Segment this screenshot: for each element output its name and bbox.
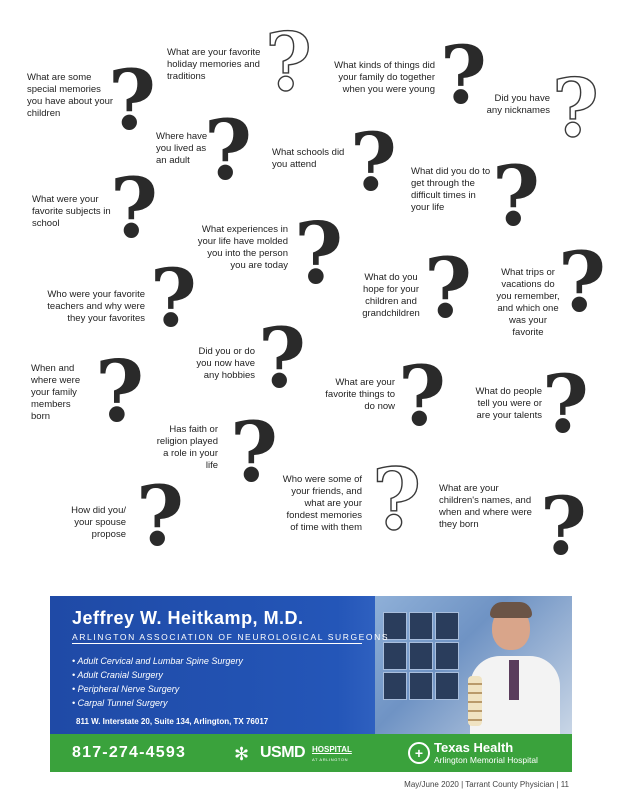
- question-text: Who were your favorite teachers and why were they your favorites: [47, 289, 145, 324]
- doctor-tie: [509, 660, 519, 700]
- scan-image: [435, 642, 459, 670]
- service-item: • Peripheral Nerve Surgery: [72, 682, 243, 696]
- divider: [72, 643, 362, 644]
- question-text: Has faith or religion played a role in your life: [156, 424, 218, 471]
- scan-image: [409, 672, 433, 700]
- question-mark-icon: ?: [110, 161, 159, 257]
- question-text: What schools did you attend: [272, 147, 345, 170]
- service-item: • Adult Cranial Surgery: [72, 668, 243, 682]
- spine-model: [468, 676, 482, 726]
- association-name: ARLINGTON ASSOCIATION OF NEUROLOGICAL SURGEONS: [72, 632, 390, 642]
- question-text: What were your favorite subjects in school: [32, 194, 111, 229]
- page-footer: May/June 2020 | Tarrant County Physician | 11: [404, 780, 569, 789]
- question-text: Did you or do you now have any hobbies: [196, 346, 255, 381]
- question-mark-icon: ?: [108, 53, 157, 149]
- question-mark-icon: ?: [424, 241, 473, 337]
- texas-health-logo: [408, 740, 568, 768]
- question-mark-icon: ?: [542, 357, 589, 451]
- doctor-name: Jeffrey W. Heitkamp, M.D.: [72, 608, 304, 628]
- question-text: What did you do to get through the difficult times in your life: [411, 166, 491, 213]
- question-mark-icon: ?: [136, 469, 185, 565]
- question-mark-icon: ?: [372, 450, 422, 549]
- question-mark-icon: ?: [150, 251, 197, 345]
- question-text: What are your children's names, and when and where were they born: [439, 483, 532, 530]
- question-text: What kinds of things did your family do together when you were young: [334, 60, 435, 95]
- question-mark-icon: ?: [398, 349, 447, 445]
- question-text: What do people tell you were or are your talents: [475, 386, 542, 421]
- question-text: What trips or vacations do you remember, and which one was your favorite: [496, 267, 560, 338]
- physician-advertisement: [50, 596, 572, 772]
- texas-health-hospital: Arlington Memorial Hospital: [434, 755, 538, 765]
- question-mark-icon: ?: [492, 149, 541, 245]
- question-text: What are some special memories you have about your children: [27, 72, 114, 119]
- usmd-hospital-word: HOSPITAL: [312, 745, 352, 754]
- service-item: • Carpal Tunnel Surgery: [72, 696, 243, 710]
- scan-image: [383, 672, 407, 700]
- scan-image: [435, 612, 459, 640]
- usmd-location: AT ARLINGTON: [312, 757, 349, 762]
- question-mark-icon: ?: [350, 115, 397, 209]
- scan-image: [409, 642, 433, 670]
- usmd-emblem-icon: ✻: [234, 744, 250, 764]
- phone-number: 817-274-4593: [72, 744, 187, 761]
- scan-image: [435, 672, 459, 700]
- question-text: What experiences in your life have molded you into the person you are today: [197, 224, 288, 271]
- question-text: When and where were your family members born: [31, 363, 81, 422]
- question-text: Who were some of your friends, and what are your fondest memories of time with them: [282, 474, 362, 533]
- question-mark-icon: ?: [540, 479, 587, 573]
- question-mark-icon: ?: [558, 235, 607, 331]
- question-text: What are your favorite holiday memories and traditions: [167, 47, 261, 82]
- office-address: 811 W. Interstate 20, Suite 134, Arlington, TX 76017: [76, 717, 269, 726]
- ad-footer-band: [50, 734, 572, 772]
- question-mark-icon: ?: [204, 103, 253, 199]
- usmd-logo: [234, 742, 364, 768]
- scan-image: [383, 642, 407, 670]
- scan-image: [409, 612, 433, 640]
- question-mark-icon: ?: [440, 28, 487, 122]
- question-mark-icon: ?: [95, 342, 145, 441]
- question-mark-icon: ?: [230, 405, 279, 501]
- services-list: [72, 654, 243, 710]
- question-text: Did you have any nicknames: [486, 93, 550, 116]
- texas-health-cross-icon: +: [408, 742, 430, 764]
- question-text: What do you hope for your children and grandchildren: [362, 272, 420, 319]
- texas-health-name: Texas Health: [434, 740, 514, 755]
- usmd-brand: USMD: [260, 744, 306, 761]
- question-text: Where have you lived as an adult: [156, 131, 208, 166]
- question-mark-icon: ?: [258, 311, 307, 407]
- question-text: What are your favorite things to do now: [325, 377, 395, 412]
- doctor-hair: [490, 602, 532, 618]
- question-text: How did you/ your spouse propose: [71, 505, 126, 540]
- question-mark-icon: ?: [552, 61, 599, 155]
- service-item: • Adult Cervical and Lumbar Spine Surgery: [72, 654, 243, 668]
- question-mark-icon: ?: [265, 15, 312, 109]
- question-mark-icon: ?: [294, 204, 344, 303]
